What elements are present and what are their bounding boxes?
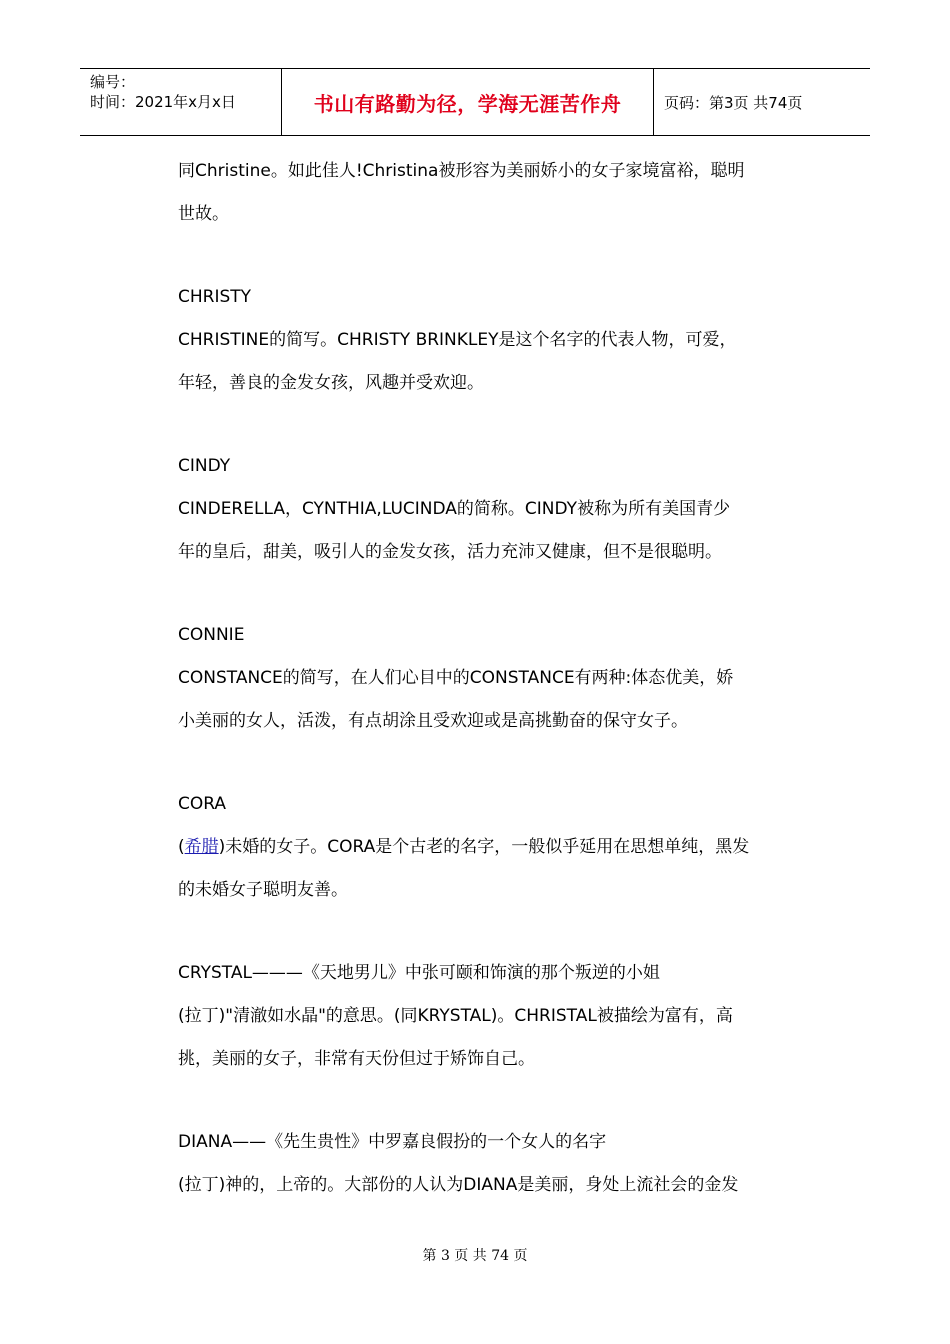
- page-footer: 第 3 页 共 74 页: [422, 1248, 528, 1264]
- entry-name: CHRISTY: [178, 287, 252, 307]
- entry-text: CHRISTINE的简写。CHRISTY BRINKLEY是这个名字的代表人物，可爱，: [178, 330, 737, 350]
- header-page-info: 页码：第3页 共74页: [664, 93, 803, 112]
- document-body: [178, 150, 778, 1207]
- entry-name: CINDY: [178, 456, 231, 476]
- entry-name: CONNIE: [178, 625, 245, 645]
- entry-text: (拉丁)神的，上帝的。大部份的人认为DIANA是美丽，身处上流社会的金发: [178, 1175, 739, 1195]
- intro-line: 同Christine。如此佳人!Christina被形容为美丽娇小的女子家境富裕，聪明: [178, 161, 745, 181]
- entry-text: 年的皇后，甜美，吸引人的金发女孩，活力充沛又健康，但不是很聪明。: [178, 542, 722, 562]
- entry-name: DIANA——《先生贵性》中罗嘉良假扮的一个女人的名字: [178, 1132, 607, 1152]
- entry-name: CRYSTAL———《天地男儿》中张可颐和饰演的那个叛逆的小姐: [178, 963, 660, 983]
- entry-text: CINDERELLA，CYNTHIA,LUCINDA的简称。CINDY被称为所有美国青少: [178, 499, 731, 519]
- header-meta: [80, 69, 281, 135]
- entry-text-rest: )未婚的女子。CORA是个古老的名字，一般似乎延用在思想单纯，黑发: [218, 837, 750, 857]
- paren-open: (: [178, 837, 185, 857]
- intro-line: 世故。: [178, 204, 229, 224]
- entry-text: 小美丽的女人，活泼，有点胡涂且受欢迎或是高挑勤奋的保守女子。: [178, 711, 688, 731]
- number-label: 编号：: [90, 73, 136, 91]
- entry-text: (拉丁)"清澈如水晶"的意思。(同KRYSTAL)。CHRISTAL被描绘为富有，高: [178, 1006, 733, 1026]
- entry-text: CONSTANCE的简写，在人们心目中的CONSTANCE有两种:体态优美，娇: [178, 668, 734, 688]
- entry-text: 的未婚女子聪明友善。: [178, 880, 348, 900]
- entry-text: [178, 826, 778, 869]
- entry-text: 年轻，善良的金发女孩，风趣并受欢迎。: [178, 373, 484, 393]
- page-header: [80, 68, 870, 136]
- header-motto: 书山有路勤为径，学海无涯苦作舟: [281, 69, 654, 135]
- greek-link[interactable]: 希腊: [184, 837, 219, 857]
- entry-text: 挑，美丽的女子，非常有天份但过于矫饰自己。: [178, 1049, 535, 1069]
- date-label: 时间：2021年x月x日: [90, 93, 236, 111]
- entry-name: CORA: [178, 794, 227, 814]
